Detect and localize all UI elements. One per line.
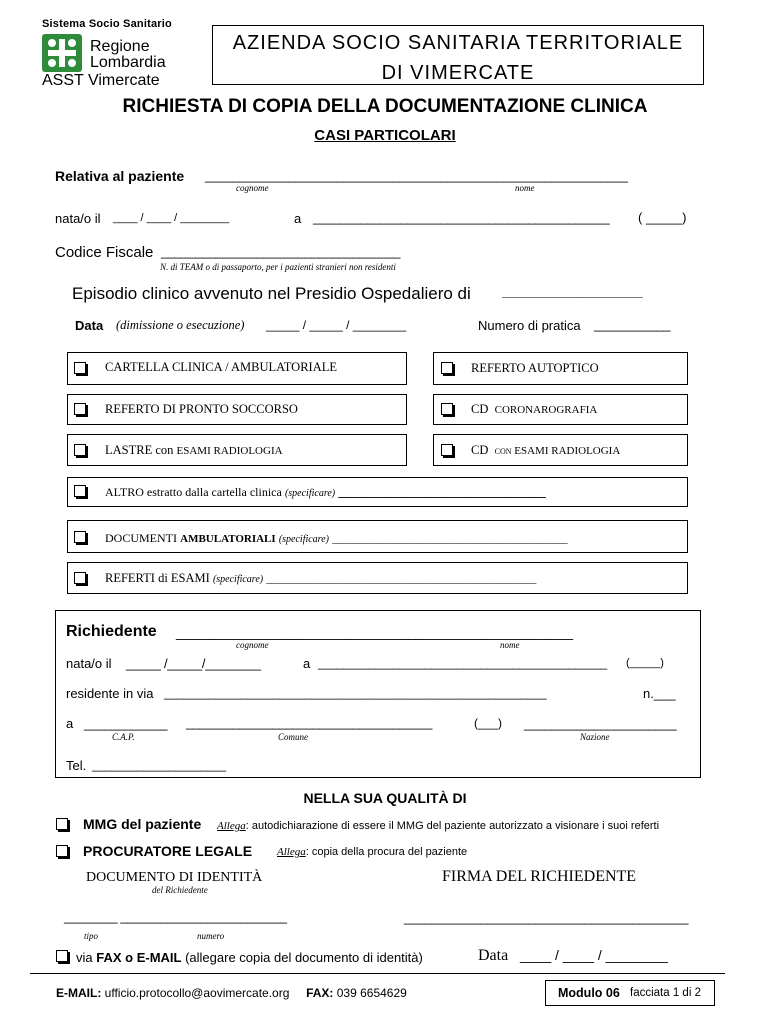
checkbox-fax-email[interactable] — [56, 950, 68, 962]
nazione-caption: Nazione — [580, 732, 610, 742]
patient-born-a-label: a — [294, 211, 302, 226]
residence-label: residente in via — [66, 686, 154, 701]
agency-line-2: DI VIMERCATE — [381, 62, 535, 84]
page-subtitle: CASI PARTICOLARI — [314, 127, 456, 144]
option-altro-label — [105, 485, 545, 500]
episode-label: Episodio clinico avvenuto nel Presidio Ospedaliero di — [72, 284, 471, 303]
checkbox-cd-coronarografia[interactable] — [441, 403, 453, 415]
checkbox-pronto-soccorso[interactable] — [74, 403, 86, 415]
address-a-label: a — [66, 716, 74, 731]
checkbox-lastre[interactable] — [74, 444, 86, 456]
fax-email-via: via — [76, 950, 93, 965]
capacity-heading: NELLA SUA QUALITÀ DI — [303, 790, 467, 806]
module-page: facciata 1 di 2 — [630, 987, 701, 999]
identity-doc-field[interactable]: ________ _________________________ — [64, 910, 287, 924]
mmg-label: MMG del paziente — [83, 816, 202, 832]
option-autoptico-label: REFERTO AUTOPTICO — [471, 361, 599, 375]
checkbox-referti-esami[interactable] — [74, 572, 86, 584]
footer-email[interactable]: ufficio.protocollo@aovimercate.org — [104, 986, 290, 1000]
practice-number-label: Numero di pratica — [478, 318, 581, 333]
patient-cognome-caption: cognome — [236, 183, 269, 193]
patient-born-label: nata/o il — [55, 211, 101, 226]
residence-number-field[interactable]: n.___ — [643, 686, 676, 701]
option-cd-coronarografia-label — [471, 402, 597, 417]
option-cd-coronarografia-label-b: CORONAROGRAFIA — [494, 404, 598, 416]
patient-born-prov-field[interactable]: ( _____) — [638, 210, 687, 225]
option-documenti-spec: (specificare) — [278, 534, 329, 545]
org-line: Sistema Socio Sanitario — [42, 18, 172, 30]
requester-born-a-label: a — [303, 656, 311, 671]
option-documenti-field[interactable]: _______________________________________________ — [332, 533, 568, 545]
option-lastre-label — [105, 443, 283, 458]
option-cd-coronarografia-label-a: CD — [471, 402, 489, 416]
episode-date-field[interactable]: _____ / _____ / ________ — [266, 318, 407, 332]
phone-label: Tel. — [66, 758, 87, 773]
footer-email-label: E-MAIL: — [56, 986, 102, 1000]
comune-caption: Comune — [278, 732, 308, 742]
option-altro-text: ALTRO estratto dalla cartella clinica — [105, 485, 282, 499]
footer-contacts — [56, 986, 407, 1000]
region-line-2: Lombardia — [90, 54, 166, 71]
module-label: Modulo 06 — [558, 986, 620, 1000]
region-line-1: Regione — [90, 38, 150, 55]
option-documenti-a: DOCUMENTI — [105, 531, 177, 545]
option-cartella-label: CARTELLA CLINICA / AMBULATORIALE — [105, 360, 338, 374]
page-title: RICHIESTA DI COPIA DELLA DOCUMENTAZIONE CLINICA — [122, 96, 648, 117]
signature-field[interactable]: _________________________________________ — [404, 910, 689, 925]
identity-doc-label: DOCUMENTO DI IDENTITÀ — [86, 870, 263, 885]
checkbox-documenti-ambulatoriali[interactable] — [74, 531, 86, 543]
cap-caption: C.A.P. — [112, 732, 135, 742]
checkbox-procuratore[interactable] — [56, 845, 68, 857]
option-lastre-label-a: LASTRE con — [105, 443, 174, 457]
cap-field[interactable]: ____________ — [84, 716, 168, 731]
option-documenti-ambulatoriali-label — [105, 531, 567, 546]
fax-email-note: (allegare copia del documento di identità) — [185, 950, 423, 965]
patient-name-field[interactable]: _____________________________________________________________ — [205, 168, 628, 183]
option-referti-text: REFERTI di ESAMI — [105, 571, 210, 585]
phone-field[interactable]: _____________________ — [92, 758, 226, 772]
checkbox-altro[interactable] — [74, 485, 86, 497]
identity-doc-number-caption: numero — [197, 931, 225, 941]
asst-name: ASST Vimercate — [42, 72, 160, 89]
province-field[interactable]: (___) — [474, 716, 503, 730]
identity-doc-caption: del Richiedente — [152, 885, 208, 895]
requester-born-label: nata/o il — [66, 656, 112, 671]
checkbox-cd-radiologia[interactable] — [441, 444, 453, 456]
mmg-text: : autodichiarazione di essere il MMG del paziente autorizzato a visionare i suoi referti — [245, 820, 660, 832]
fax-email-bold: FAX o E-MAIL — [96, 950, 182, 965]
requester-label: Richiedente — [66, 623, 157, 640]
procuratore-label: PROCURATORE LEGALE — [83, 843, 253, 859]
option-cd-radiologia-label — [471, 443, 620, 458]
patient-born-date-field[interactable]: ____ / ____ / ________ — [113, 212, 230, 224]
option-pronto-soccorso-label: REFERTO DI PRONTO SOCCORSO — [105, 402, 298, 416]
agency-line-1: AZIENDA SOCIO SANITARIA TERRITORIALE — [232, 32, 684, 54]
patient-born-place-field[interactable]: ____________________________________________ — [313, 210, 610, 225]
requester-born-prov-field[interactable]: (_____) — [626, 657, 664, 669]
footer-fax: 039 6654629 — [336, 986, 407, 1000]
requester-cognome-caption: cognome — [236, 640, 269, 650]
requester-nome-caption: nome — [500, 640, 520, 650]
fiscal-code-label: Codice Fiscale — [55, 244, 154, 261]
lombardia-logo-icon — [42, 34, 82, 72]
nazione-field[interactable]: ______________________ — [524, 716, 677, 731]
requester-born-place-field[interactable]: ______________________________________________ — [318, 656, 607, 670]
checkbox-cartella[interactable] — [74, 362, 86, 374]
option-altro-spec: (specificare) — [284, 488, 336, 499]
option-lastre-label-b: ESAMI RADIOLOGIA — [176, 445, 283, 457]
checkbox-mmg[interactable] — [56, 818, 68, 830]
episode-hospital-field[interactable]: ___________________ — [502, 283, 643, 299]
fiscal-code-field[interactable]: ___________________________________ — [161, 244, 401, 259]
option-cd-radiologia-label-b: con ESAMI RADIOLOGIA — [494, 445, 621, 457]
identity-doc-type-caption: tipo — [84, 931, 99, 941]
mmg-note — [217, 820, 659, 832]
option-referti-spec: (specificare) — [212, 574, 264, 585]
option-cd-radiologia-label-a: CD — [471, 443, 489, 457]
procuratore-note — [277, 846, 467, 858]
mmg-allega: Allega — [217, 820, 246, 832]
date-label: Data — [478, 947, 509, 964]
comune-field[interactable]: _____________________________________ — [186, 716, 433, 730]
episode-date-note: (dimissione o esecuzione) — [116, 318, 245, 332]
fax-email-option — [76, 950, 423, 965]
option-altro-field[interactable]: ____________________________________ — [338, 485, 546, 499]
practice-number-field[interactable]: ___________ — [594, 317, 671, 332]
requester-born-date-field[interactable]: _____ /_____/________ — [126, 656, 261, 671]
residence-street-field[interactable]: ____________________________________________________________ — [164, 686, 547, 700]
requester-name-field[interactable]: _____________________________________________________ — [176, 624, 573, 640]
option-referti-esami-label — [105, 571, 536, 586]
episode-date-label: Data — [75, 318, 104, 333]
date-field[interactable]: ____ / ____ / ________ — [520, 947, 668, 963]
option-documenti-b: AMBULATORIALI — [180, 533, 276, 545]
checkbox-autoptico[interactable] — [441, 362, 453, 374]
procuratore-allega: Allega — [277, 846, 306, 858]
signature-label: FIRMA DEL RICHIEDENTE — [442, 868, 637, 885]
footer-fax-label: FAX: — [306, 986, 334, 1000]
footer-divider — [30, 973, 725, 974]
patient-label: Relativa al paziente — [55, 168, 185, 184]
procuratore-text: : copia della procura del paziente — [305, 846, 468, 858]
option-referti-field[interactable]: _______________________________________________________ — [266, 573, 536, 585]
fiscal-code-note: N. di TEAM o di passaporto, per i pazienti stranieri non residenti — [160, 262, 396, 272]
patient-nome-caption: nome — [515, 183, 535, 193]
